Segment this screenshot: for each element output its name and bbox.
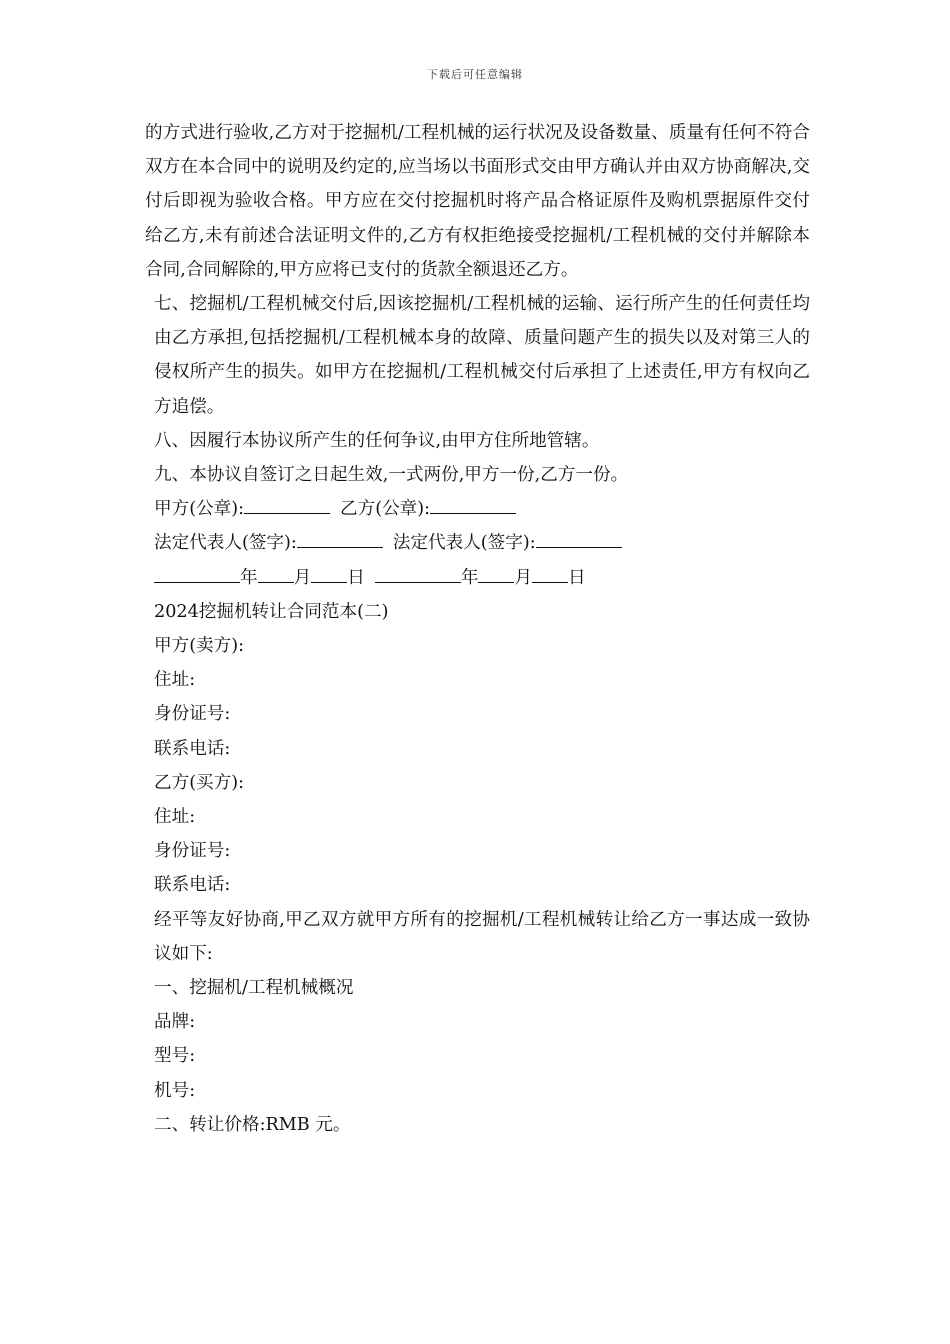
date-b-day-label: 日 — [568, 567, 586, 588]
date-b-month-label: 月 — [514, 567, 533, 588]
date-a-day-blank — [311, 563, 347, 582]
serial-number-label: 机号: — [154, 1080, 196, 1101]
date-a-year-blank — [154, 563, 240, 582]
section-title-two: 2024挖掘机转让合同范本(二) — [154, 601, 389, 622]
date-b-month-blank — [478, 563, 514, 582]
date-a-day-label: 日 — [347, 567, 365, 588]
party-b-address-label: 住址: — [154, 807, 196, 828]
date-b-year-blank — [375, 563, 461, 582]
party-a-id-label: 身份证号: — [154, 704, 231, 725]
model-label: 型号: — [154, 1046, 196, 1067]
paragraph-clause-seven: 七、挖掘机/工程机械交付后,因该挖掘机/工程机械的运输、运行所产生的任何责任均由乙方承担,包括挖掘机/工程机械本身的故障、质量问题产生的损失以及对第三人的侵权所产生的损失。如甲方在挖掘机/工程机械交付后承担了上述责任,甲方有权向乙方追偿。 — [154, 294, 810, 417]
party-a-address-label: 住址: — [154, 670, 196, 691]
date-b-day-blank — [532, 563, 568, 582]
party-b-id-label: 身份证号: — [154, 841, 231, 862]
paragraph-clause-eight: 八、因履行本协议所产生的任何争议,由甲方住所地管辖。 — [154, 430, 600, 451]
party-b-seal-label: 乙方(公章): — [340, 499, 431, 520]
signature-seal-row — [145, 492, 810, 526]
party-b-phone-label: 联系电话: — [154, 875, 231, 896]
signature-representative-row — [145, 526, 810, 560]
party-a-seal-blank — [244, 495, 330, 514]
section-one-heading: 一、挖掘机/工程机械概况 — [154, 978, 354, 999]
rep-a-label: 法定代表人(签字): — [154, 533, 297, 554]
party-a-seal-label: 甲方(公章): — [154, 499, 245, 520]
signature-date-row — [145, 561, 810, 595]
party-a-phone-label: 联系电话: — [154, 738, 231, 759]
rep-a-blank — [297, 529, 383, 548]
document-body — [145, 116, 810, 1142]
party-b-buyer-label: 乙方(买方): — [154, 772, 245, 793]
rep-b-blank — [536, 529, 622, 548]
rep-b-label: 法定代表人(签字): — [392, 533, 536, 554]
section-two-price: 二、转让价格:RMB 元。 — [154, 1114, 351, 1135]
paragraph-agreement-intro: 经平等友好协商,甲乙双方就甲方所有的挖掘机/工程机械转让给乙方一事达成一致协议如下: — [154, 909, 810, 964]
date-a-month-blank — [258, 563, 294, 582]
brand-label: 品牌: — [154, 1012, 196, 1033]
page-header-note: 下载后可任意编辑 — [427, 68, 523, 81]
date-a-month-label: 月 — [293, 567, 312, 588]
date-a-year-label: 年 — [240, 567, 258, 588]
party-b-seal-blank — [430, 495, 516, 514]
paragraph-acceptance: 的方式进行验收,乙方对于挖掘机/工程机械的运行状况及设备数量、质量有任何不符合双方在本合同中的说明及约定的,应当场以书面形式交由甲方确认并由双方协商解决,交付后即视为验收合格。甲方应在交付挖掘机时将产品合格证原件及购机票据原件交付给乙方,未有前述合法证明文件的,乙方有权拒绝接受挖掘机/工程机械的交付并解除本合同,合同解除的,甲方应将已支付的货款全额退还乙方。 — [145, 123, 810, 280]
paragraph-clause-nine: 九、本协议自签订之日起生效,一式两份,甲方一份,乙方一份。 — [154, 465, 629, 486]
party-a-seller-label: 甲方(卖方): — [154, 636, 245, 657]
date-b-year-label: 年 — [460, 567, 479, 588]
